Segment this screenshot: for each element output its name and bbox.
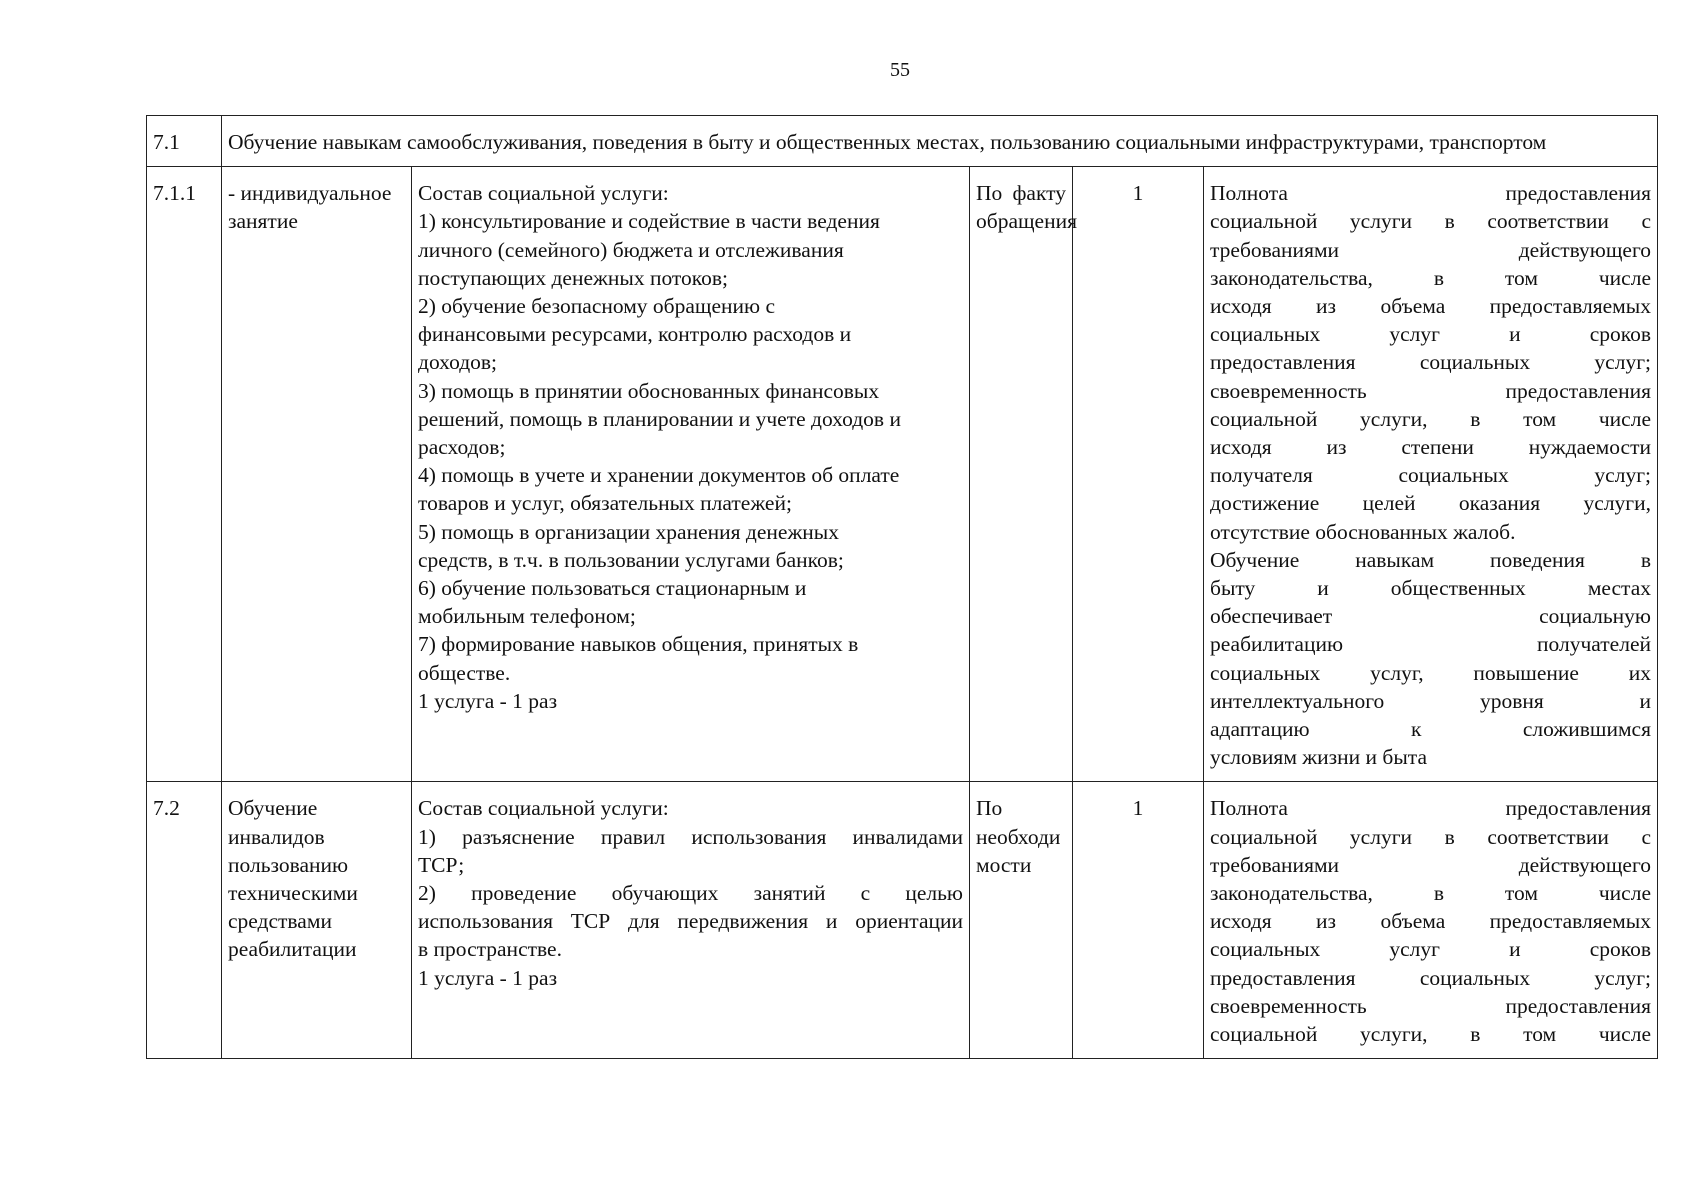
- content-line: 5) помощь в организации хранения денежных: [418, 519, 840, 544]
- content-line: обществе.: [418, 660, 511, 685]
- content-line: товаров и услуг, обязательных платежей;: [418, 491, 792, 516]
- criteria-line: требованиями действующего: [1210, 237, 1651, 262]
- page-number: 55: [890, 59, 910, 81]
- service-content: [412, 167, 970, 782]
- criteria-line: адаптацию к сложившимся: [1210, 717, 1651, 742]
- name-line: пользованию: [228, 852, 349, 877]
- section-title-cell: [222, 116, 1658, 167]
- content-line: 7) формирование навыков общения, принятых в: [418, 632, 859, 657]
- content-line: 1 услуга - 1 раз: [418, 965, 558, 990]
- criteria-line: законодательства, в том числе: [1210, 265, 1651, 290]
- criteria-line: Обучение навыкам поведения в: [1210, 547, 1651, 572]
- name-line: средствами: [228, 909, 332, 934]
- criteria-line: социальной услуги в соответствии с: [1210, 209, 1651, 234]
- content-line: в пространстве.: [418, 937, 562, 962]
- service-content: [412, 782, 970, 1059]
- criteria-line: исходя из объема предоставляемых: [1210, 294, 1651, 319]
- content-line: использования ТСР для передвижения и ориентации: [418, 909, 963, 934]
- criteria-line: быту и общественных местах: [1210, 576, 1651, 601]
- service-criteria: [1204, 782, 1658, 1059]
- criteria-line: своевременность предоставления: [1210, 993, 1651, 1018]
- criteria-line: Полнота предоставления: [1210, 181, 1651, 206]
- service-criteria: [1204, 167, 1658, 782]
- content-line: 1) разъяснение правил использования инвалидами: [418, 824, 963, 849]
- content-line: 2) проведение обучающих занятий с целью: [418, 881, 963, 906]
- criteria-line: социальной услуги, в том числе: [1210, 406, 1651, 431]
- criteria-line: социальных услуг и сроков: [1210, 937, 1651, 962]
- content-line: решений, помощь в планировании и учете доходов и: [418, 406, 901, 431]
- content-line: 1) консультирование и содействие в части ведения: [418, 209, 880, 234]
- content-line: средств, в т.ч. в пользовании услугами банков;: [418, 547, 844, 572]
- criteria-line: социальных услуг и сроков: [1210, 322, 1651, 347]
- content-line: 4) помощь в учете и хранении документов об оплате: [418, 463, 900, 488]
- criteria-line: предоставления социальных услуг;: [1210, 350, 1651, 375]
- content-line: личного (семейного) бюджета и отслеживания: [418, 237, 844, 262]
- name-line: Обучение: [228, 796, 318, 821]
- section-code-cell: 7.1: [147, 116, 222, 167]
- row-code: 7.1.1: [147, 167, 222, 782]
- service-volume: 1: [1073, 167, 1204, 782]
- service-name: [222, 782, 412, 1059]
- frequency-line: По: [976, 796, 1003, 821]
- criteria-line: требованиями действующего: [1210, 852, 1651, 877]
- services-table: [146, 115, 1658, 1059]
- content-line: Состав социальной услуги:: [418, 796, 669, 821]
- row-code: 7.2: [147, 782, 222, 1059]
- content-line: ТСР;: [418, 852, 465, 877]
- content-line: доходов;: [418, 350, 498, 375]
- table-row-7-2: [147, 782, 1658, 1059]
- criteria-line: социальных услуг, повышение их: [1210, 660, 1651, 685]
- name-line: техническими: [228, 881, 358, 906]
- service-volume: 1: [1073, 782, 1204, 1059]
- content-line: 6) обучение пользоваться стационарным и: [418, 576, 807, 601]
- service-frequency: [970, 782, 1073, 1059]
- content-line: 3) помощь в принятии обоснованных финансовых: [418, 378, 880, 403]
- name-line: реабилитации: [228, 937, 357, 962]
- frequency-line: необходи: [976, 824, 1061, 849]
- criteria-line: социальной услуги в соответствии с: [1210, 824, 1651, 849]
- table-row-7-1-1: [147, 167, 1658, 782]
- criteria-line: обеспечивает социальную: [1210, 604, 1651, 629]
- criteria-line: Полнота предоставления: [1210, 796, 1651, 821]
- criteria-line: достижение целей оказания услуги,: [1210, 491, 1651, 516]
- content-line: 1 услуга - 1 раз: [418, 688, 558, 713]
- service-name: - индивидуальное занятие: [222, 167, 412, 782]
- criteria-line: реабилитацию получателей: [1210, 632, 1651, 657]
- name-line: инвалидов: [228, 824, 325, 849]
- frequency-line: мости: [976, 852, 1032, 877]
- content-line: расходов;: [418, 435, 506, 460]
- section-title: Обучение навыкам самообслуживания, поведения в быту и общественных местах, пользованию социальными инфраструктурами, транспортом: [228, 130, 1547, 154]
- criteria-line: условиям жизни и быта: [1210, 745, 1428, 770]
- service-frequency: По факту обращения: [970, 167, 1073, 782]
- content-line: Состав социальной услуги:: [418, 181, 669, 206]
- table-row-section-7-1: [147, 116, 1658, 167]
- criteria-line: интеллектуального уровня и: [1210, 688, 1651, 713]
- content-line: финансовыми ресурсами, контролю расходов и: [418, 322, 852, 347]
- criteria-line: исходя из объема предоставляемых: [1210, 909, 1651, 934]
- criteria-line: получателя социальных услуг;: [1210, 463, 1651, 488]
- criteria-line: своевременность предоставления: [1210, 378, 1651, 403]
- criteria-line: законодательства, в том числе: [1210, 881, 1651, 906]
- criteria-line: исходя из степени нуждаемости: [1210, 435, 1651, 460]
- content-line: поступающих денежных потоков;: [418, 265, 729, 290]
- content-line: мобильным телефоном;: [418, 604, 636, 629]
- criteria-line: социальной услуги, в том числе: [1210, 1022, 1651, 1047]
- criteria-line: отсутствие обоснованных жалоб.: [1210, 519, 1516, 544]
- content-line: 2) обучение безопасному обращению с: [418, 294, 776, 319]
- criteria-line: предоставления социальных услуг;: [1210, 965, 1651, 990]
